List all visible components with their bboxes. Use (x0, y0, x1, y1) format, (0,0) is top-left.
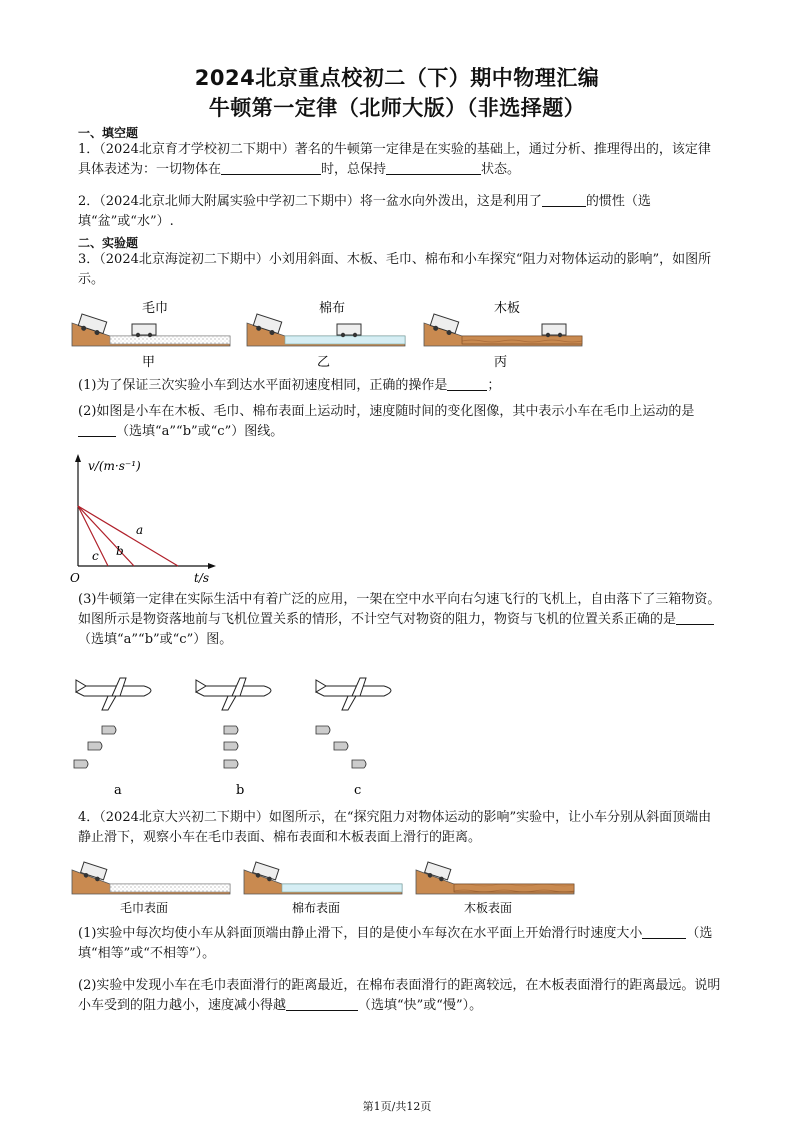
q4-sub2-end: （选填“快”或“慢”）。 (358, 998, 483, 1014)
airplane-c (316, 678, 391, 768)
q1-text-pre: 1．（2024北京育才学校初二下期中）著名的牛顿第一定律是在实验的基础上，通过分析、推理得出的，该定律具体表述为：一切物体在 (78, 142, 711, 178)
q3-sub1-end: ； (487, 378, 501, 393)
q1-blank-1[interactable] (221, 161, 321, 175)
q4-incline-board (416, 862, 574, 894)
page-title-line1: 2024北京重点校初二（下）期中物理汇编 (194, 66, 600, 90)
q4-sub1 (78, 924, 723, 964)
page-footer: 第1页/共12页 (362, 1100, 432, 1113)
incline-towel (72, 300, 230, 346)
graph-xlabel: t/s (194, 571, 210, 585)
q3-sub3-text: (3)牛顿第一定律在实际生活中有着广泛的应用，一架在空中水平向右匀速飞行的飞机上，自由落下了三箱物资。如图所示是物资落地前与飞机位置关系的情形，不计空气对物资的阻力，物资与飞机的位置关系正确的是 (78, 592, 721, 628)
question-2 (78, 192, 723, 232)
graph-label-c: c (92, 549, 99, 563)
incline-caption-yi: 乙 (317, 355, 331, 370)
q3-sub3 (78, 590, 723, 650)
q3-sub3-blank[interactable] (676, 611, 714, 625)
q3-airplane-figures (70, 672, 410, 800)
q3-sub1-blank[interactable] (447, 377, 487, 391)
airplane-caption-a: a (114, 783, 122, 798)
graph-label-b: b (116, 544, 124, 558)
question-3-intro: 3．（2024北京海淀初二下期中）小刘用斜面、木板、毛巾、棉布和小车探究“阻力对物体运动的影响”，如图所示。 (78, 252, 712, 288)
q2-text-pre: 2．（2024北京北师大附属实验中学初二下期中）将一盆水向外泼出，这是利用了 (78, 194, 542, 209)
airplane-b (196, 678, 271, 768)
incline-board (424, 300, 582, 346)
q3-vt-graph (70, 452, 230, 586)
q4-incline-figures (70, 858, 590, 916)
q3-incline-figures (70, 298, 590, 370)
q4-caption-board: 木板表面 (464, 901, 513, 915)
graph-ylabel: v/(m·s⁻¹) (88, 459, 141, 473)
section-fill-blank-heading: 一、填空题 (78, 126, 139, 140)
q4-caption-cotton: 棉布表面 (292, 901, 341, 915)
airplane-caption-b: b (236, 783, 245, 798)
graph-origin: O (70, 571, 80, 585)
airplane-a (74, 678, 151, 768)
q4-incline-towel (72, 862, 230, 894)
q2-blank[interactable] (542, 193, 586, 207)
page-title-line2: 牛顿第一定律（北师大版）（非选择题） (208, 96, 586, 120)
q3-sub2-blank[interactable] (78, 423, 116, 437)
q3-sub1 (78, 376, 723, 396)
q4-sub2 (78, 976, 723, 1016)
q4-sub2-text: (2)实验中发现小车在毛巾表面滑行的距离最近，在棉布表面滑行的距离较远，在木板表面滑行的距离最远。说明小车受到的阻力越小，速度减小得越 (78, 978, 721, 1014)
q3-sub2-end: （选填“a”“b”或“c”）图线。 (116, 424, 284, 440)
incline-label-board: 木板 (494, 301, 521, 316)
incline-caption-bing: 丙 (494, 355, 508, 370)
incline-caption-jia: 甲 (142, 355, 156, 370)
q1-text-mid: 时，总保持 (321, 162, 387, 178)
q1-text-post: 状态。 (481, 162, 521, 178)
q3-sub1-text: (1)为了保证三次实验小车到达水平面初速度相同，正确的操作是 (78, 378, 448, 393)
q1-blank-2[interactable] (386, 161, 481, 175)
q2-text-post: 的惯性（选填“盆”或“水”）. (78, 194, 651, 230)
incline-label-cotton: 棉布 (319, 301, 346, 316)
q4-sub1-end: （选填“相等”或“不相等”）。 (78, 926, 713, 962)
q4-caption-towel: 毛巾表面 (120, 901, 169, 915)
graph-label-a: a (136, 523, 144, 537)
q3-sub2 (78, 402, 723, 442)
section-experiment-heading: 二、实验题 (78, 236, 139, 250)
q3-sub2-text: (2)如图是小车在木板、毛巾、棉布表面上运动时，速度随时间的变化图像，其中表示小车在毛巾上运动的是 (78, 404, 695, 419)
question-4-intro: 4．（2024北京大兴初二下期中）如图所示，在“探究阻力对物体运动的影响”实验中，让小车分别从斜面顶端由静止滑下，观察小车在毛巾表面、棉布表面和木板表面上滑行的距离。 (78, 810, 712, 846)
question-1 (78, 140, 723, 180)
q4-sub1-blank[interactable] (642, 925, 686, 939)
graph-line-b (78, 506, 134, 566)
incline-label-towel: 毛巾 (142, 301, 169, 316)
q4-sub2-blank[interactable] (286, 997, 358, 1011)
q4-sub1-text: (1)实验中每次均使小车从斜面顶端由静止滑下，目的是使小车每次在水平面上开始滑行时速度大小 (78, 926, 643, 941)
q3-sub3-end: （选填“a”“b”或“c”）图。 (78, 632, 233, 648)
airplane-caption-c: c (354, 783, 362, 798)
q4-incline-cotton (244, 862, 402, 894)
incline-cotton (247, 300, 405, 346)
